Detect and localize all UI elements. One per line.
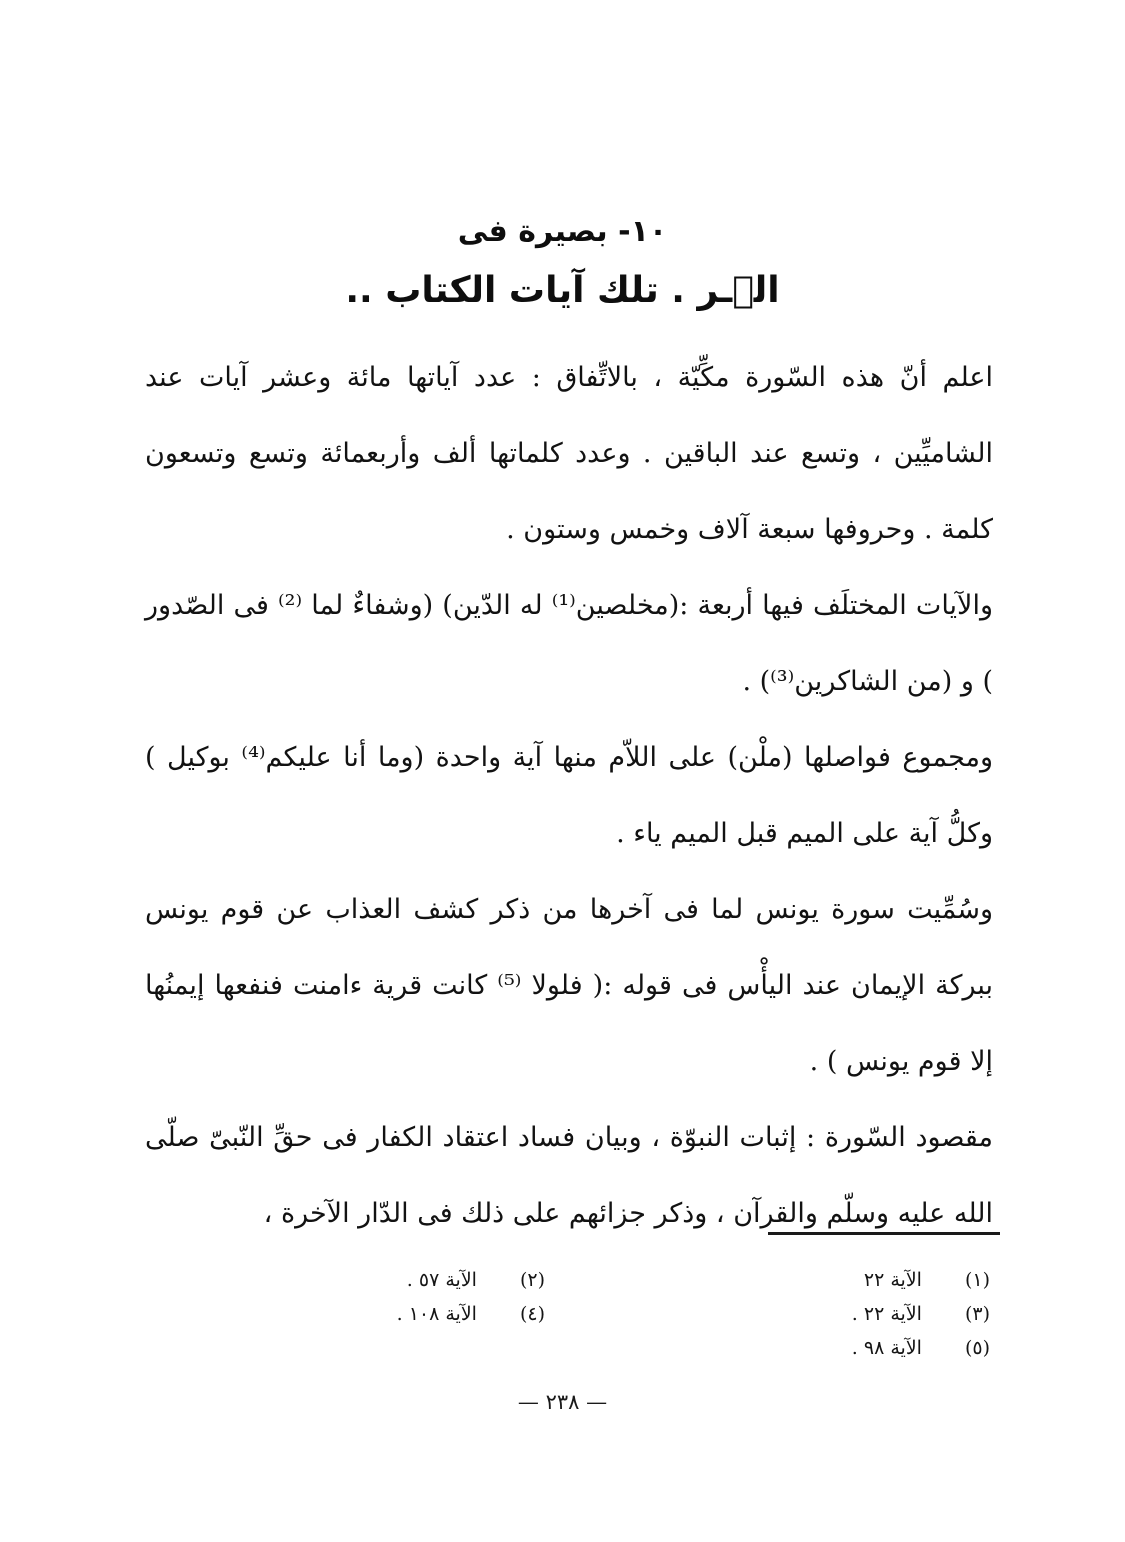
footnote-text: الآية ٢٢ . — [851, 1303, 922, 1325]
footnote-text: الآية ٥٧ . — [406, 1269, 477, 1291]
footnote-number: (٣) — [964, 1303, 990, 1325]
page-number: — ٢٣٨ — — [517, 1390, 608, 1414]
footnote-text: الآية ٩٨ . — [851, 1337, 922, 1359]
footnote-5 — [852, 1337, 990, 1359]
chapter-subheading: الۤـر . تلك آيات الكتاب .. — [345, 270, 780, 311]
paragraph-verse-endings: ومجموع فواصلها (ملْن) على اللاّم منها آية واحدة (وما أنا عليكم⁽⁴⁾ بوكيل ) وكلُّ آية على الميم قبل الميم ياء . — [145, 742, 994, 849]
footnote-divider — [768, 1232, 1000, 1235]
footnote-text: الآية ١٠٨ . — [396, 1303, 477, 1325]
footnote-text: الآية ٢٢ — [863, 1269, 922, 1291]
footnote-number: (١) — [964, 1269, 990, 1291]
footnote-number: (٥) — [964, 1337, 990, 1359]
footnote-number: (٢) — [519, 1269, 545, 1291]
paragraph-purpose: مقصود السّورة : إثبات النبوّة ، وبيان فساد اعتقاد الكفار فى حقِّ النّبىّ صلّى الله عليه وسلّم والقرآن ، وذكر جزائهم على ذلك فى الدّار الآخرة ، — [145, 1122, 993, 1229]
chapter-heading: ١٠- بصيرة فى — [457, 214, 668, 249]
footnotes — [330, 1265, 990, 1365]
body-text — [145, 340, 993, 1252]
footnote-number: (٤) — [519, 1303, 545, 1325]
paragraph-verse-count: اعلم أنّ هذه السّورة مكِّيّة ، بالاتِّفاق : عدد آياتها مائة وعشر آيات عند الشاميِّين ، وتسع عند الباقين . وعدد كلماتها ألف وأربعمائة وتسع وتسعون كلمة . وحروفها سبعة آلاف وخمس وستون . — [145, 362, 993, 545]
footnote-1 — [864, 1269, 990, 1291]
footnote-4 — [397, 1303, 545, 1325]
footnote-3 — [852, 1303, 990, 1325]
paragraph-naming: وسُمِّيت سورة يونس لما فى آخرها من ذكر كشف العذاب عن قوم يونس ببركة الإيمان عند اليأْس فى قوله :( فلولا ⁽⁵⁾ كانت قرية ءامنت فنفعها إيمنُها إلا قوم يونس ) . — [145, 894, 993, 1077]
footnote-2 — [407, 1269, 545, 1291]
paragraph-disputed-verses: والآيات المختلَف فيها أربعة :(مخلصين⁽¹⁾ له الدّين) (وشفاءٌ لما ⁽²⁾ فى الصّدور ) و (من الشاكرين⁽³⁾) . — [145, 590, 993, 697]
